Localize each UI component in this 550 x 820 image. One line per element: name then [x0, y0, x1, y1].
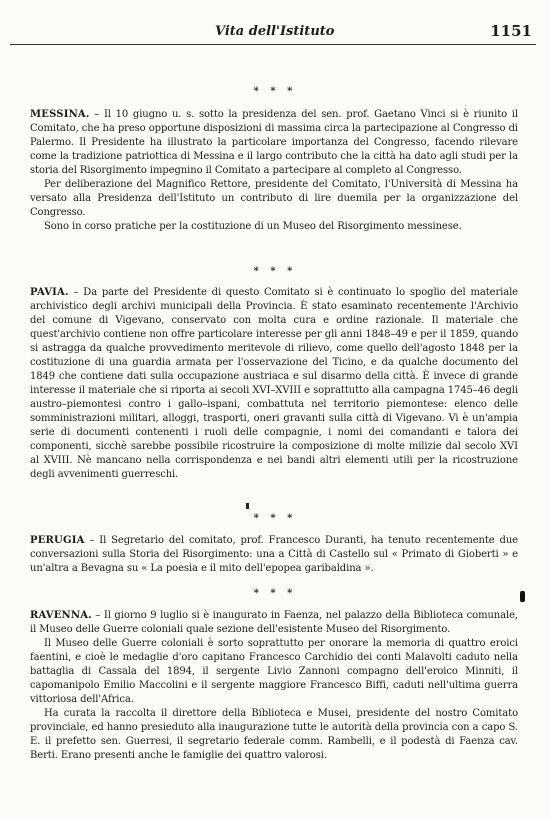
- section-paragraph: [30, 609, 518, 637]
- section-text: – Il 10 giugno u. s. sotto la presidenza del sen. prof. Gaetano Vinci si è riunito il Comitato, che ha preso opportune disposizioni di massima circa la partecipazione al Congresso di Palermo. Il Presidente ha illustrato la particolare importanza del Congresso, facendo rilevare come la tradizione patriottica di Messina e il largo contributo che la città ha dato agli studi per la storia del Risorgimento impegnino il Comitato a partecipare al completo al Congresso.: [30, 109, 518, 176]
- section-separator: * * *: [253, 588, 297, 599]
- section-text: – Il Segretario del comitato, prof. Francesco Duranti, ha tenuto recentemente due conversazioni sulla Storia del Risorgimento: una a Città di Castello sul « Primato di Gioberti » e un'altra a Bevagna su « La poesia e il mito dell'epopea garibaldina ».: [30, 535, 518, 574]
- section-paragraph: [30, 286, 518, 482]
- running-title: Vita dell'Istituto: [215, 24, 335, 39]
- section-lead: RAVENNA.: [30, 610, 92, 621]
- stray-mark: [246, 503, 249, 509]
- section-paragraph: Il Museo delle Guerre coloniali è sorto soprattutto per onorare la memoria di quattro eroici faentini, e cioè le medaglie d'oro capitano Francesco Carchidio dei conti Malavolti caduto nella battaglia di Cassala del 1894, il sergente Livio Zannoni compagno dell'eroico Minniti, il capomanipolo Emilio Maccolini e il sergente maggiore Francesco Biffi, caduti nell'ultima guerra vittoriosa dell'Africa.: [30, 638, 518, 705]
- section-paragraph: Sono in corso pratiche per la costituzione di un Museo del Risorgimento messinese.: [44, 221, 462, 232]
- section-lead: MESSINA.: [30, 109, 90, 120]
- section-paragraph: Per deliberazione del Magnifico Rettore, presidente del Comitato, l'Università di Messina ha versato alla Presidenza dell'Istituto un contributo di lire duemila per la organizzazione del Congresso.: [30, 179, 518, 218]
- section-separator: * * *: [253, 266, 297, 277]
- section-text: – Da parte del Presidente di questo Comitato si è continuato lo spoglio del materiale archivistico degli archivi municipali della Provincia. È stato esaminato recentemente l'Archivio del comune di Vigevano, conservato con molta cura e ordine razionale. Il materiale che quest'archivio contiene non offre particolare interesse per gli anni 1848–49 e per il 1859, quando si astragga da qualche provvedimento meritevole di rilievo, come quello dell'agosto 1848 per la costituzione di una guardia armata per l'osservazione del Ticino, e da qualche documento del 1849 che contiene dati sulla occupazione austriaca e sul disarmo della città. È invece di grande interesse il materiale che si riporta ai secoli XVI–XVIII e soprattutto alla campagna 1745–46 degli austro–piemontesi contro i gallo–ispani, combattuta nel territorio piemontese: elenco delle somministrazioni militari, alloggi, trasporti, oneri gravanti sulla città di Vigevano. Vi è un'ampia serie di documenti contenenti i ruoli delle compagnie, i nomi dei comandanti e talora dei componenti, sicchè sarebbe possibile ricostruire la composizione di molte milizie dal secolo XVI al XVIII. Nè mancano nella corrispondenza e nei bandi altri elementi utili per la ricostruzione degli avvenimenti guerreschi.: [30, 287, 518, 480]
- section-ravenna: [30, 609, 518, 763]
- section-text: – Il giorno 9 luglio si è inaugurato in Faenza, nel palazzo della Biblioteca comunale, il Museo delle Guerre coloniali quale sezione dell'esistente Museo del Risorgimento.: [30, 610, 518, 635]
- page-header: [10, 22, 536, 45]
- section-pavia: [30, 286, 518, 482]
- section-lead: PERUGIA: [30, 535, 85, 546]
- section-separator: * * *: [253, 86, 297, 97]
- section-perugia: [30, 534, 518, 576]
- section-messina: [30, 108, 518, 234]
- section-lead: PAVIA.: [30, 287, 69, 298]
- section-separator: * * *: [253, 513, 297, 524]
- section-paragraph: [30, 534, 518, 576]
- page-number: 1151: [490, 22, 532, 40]
- section-paragraph: Ha curata la raccolta il direttore della Biblioteca e Musei, presidente del nostro Comitato provinciale, ed hanno presieduto alla inaugurazione tutte le autorità della provincia con a capo S. E. il prefetto sen. Guerresi, il segretario federale comm. Rambelli, e il podestà di Faenza cav. Berti. Erano presenti anche le famiglie dei quattro valorosi.: [30, 708, 518, 761]
- margin-mark: [520, 591, 525, 602]
- section-paragraph: [30, 108, 518, 178]
